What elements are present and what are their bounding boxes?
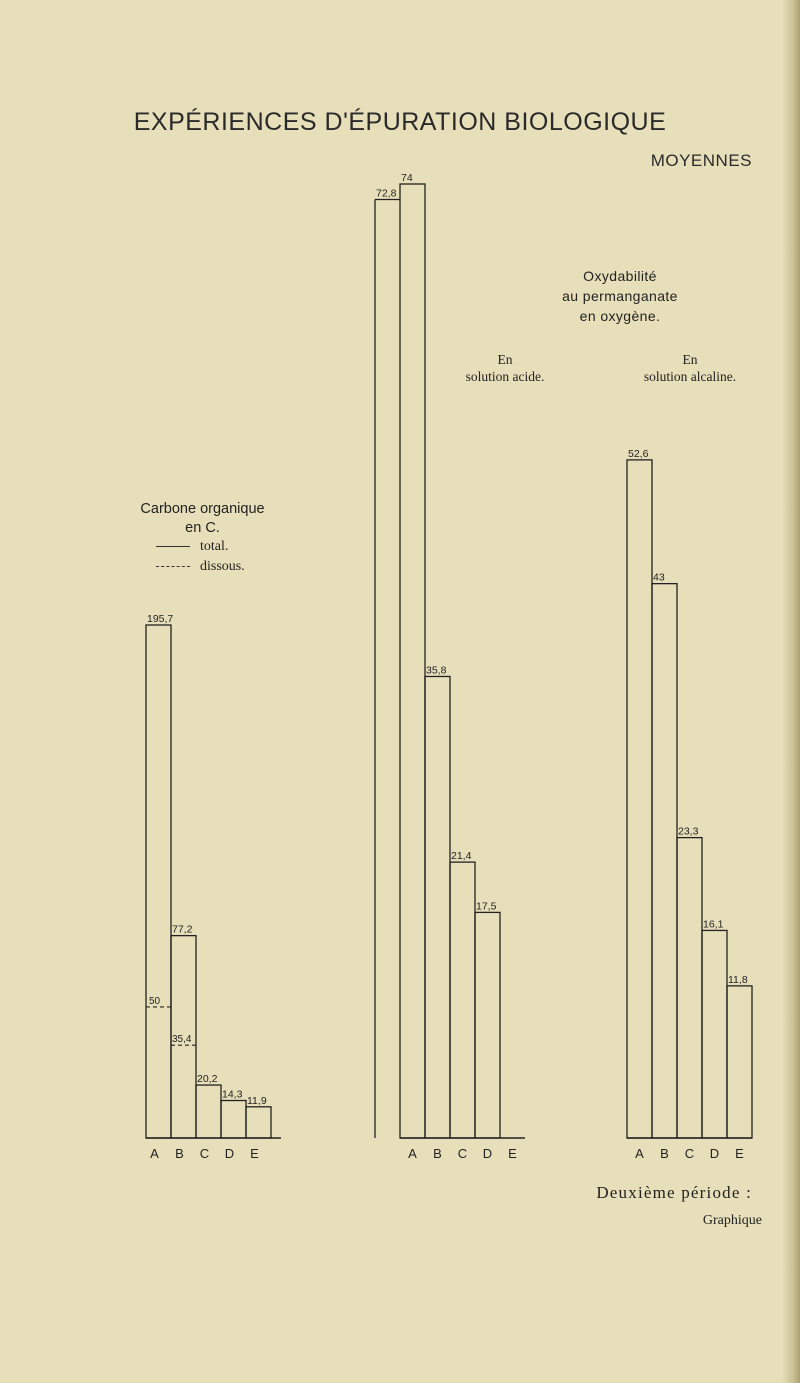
bar-2-C [677,838,702,1138]
category-label: A [150,1146,159,1161]
bar-value-label: 17,5 [476,900,497,913]
category-label: E [735,1146,744,1161]
carbon-legend-title-line1: Carbone organique [140,501,265,517]
bar-0-E [246,1107,271,1138]
bar-0-D [221,1101,246,1138]
bar-0-C [196,1085,221,1138]
period-caption: Deuxième période : [596,1183,752,1202]
legend-total-label: total. [200,539,229,554]
bar-1-C [450,862,475,1138]
graph-caption: Graphique [702,1213,762,1228]
category-label: A [635,1146,644,1161]
bar-1-B [425,676,450,1138]
category-label: C [457,1146,468,1161]
bar-value-label: 14,3 [222,1088,243,1101]
category-label: D [224,1146,235,1161]
bar-2-A [627,460,652,1138]
bar-value-label: 195,7 [147,613,174,625]
category-label: B [433,1146,442,1161]
bar-value-label: 16,1 [703,918,724,931]
page-title: EXPÉRIENCES D'ÉPURATION BIOLOGIQUE [133,108,667,136]
bar-1-A [400,184,425,1138]
bar-value-label: 35,8 [426,664,447,677]
bar-1-D [475,912,500,1138]
bar-2-D [702,930,727,1138]
oxidability-title-line2: au permanganate [562,288,678,304]
bar-0-A [146,625,171,1138]
dissolved-value-label: 50 [149,995,161,1007]
category-label: D [482,1146,493,1161]
bar-value-label: 20,2 [197,1073,218,1086]
oxidability-title-line1: Oxydabilité [583,268,657,284]
page-subtitle: MOYENNES [650,151,752,170]
bar-2-B [652,584,677,1138]
category-label: C [199,1146,210,1161]
category-label: D [709,1146,720,1161]
bar-value-label: 52,6 [628,447,649,460]
bar-value-label: 74 [401,172,413,184]
alkaline-label-line2: solution alcaline. [643,369,737,384]
bar-value-label: 43 [653,571,665,584]
bar-value-label: 11,9 [247,1094,267,1107]
category-label: B [660,1146,669,1161]
category-label: B [175,1146,184,1161]
carbon-legend-title-line2: en C. [185,520,220,536]
dissolved-value-label: 35,4 [172,1034,192,1046]
category-label: A [408,1146,417,1161]
category-label: C [684,1146,695,1161]
oxidability-title-line3: en oxygène. [579,308,661,324]
legend-dissolved-label: dissous. [200,559,245,574]
bar-2-E [727,986,752,1138]
bar-value-label: 23,3 [678,825,699,838]
acid-label-line2: solution acide. [465,369,545,384]
category-label: E [508,1146,517,1161]
acid-label-line1: En [497,352,513,367]
category-label: E [250,1146,259,1161]
alkaline-label-line1: En [682,352,698,367]
bar-value-label: 77,2 [172,923,193,936]
secondary-value-label: 72,8 [376,187,397,200]
bar-value-label: 21,4 [451,850,472,863]
bar-value-label: 11,8 [728,973,748,986]
